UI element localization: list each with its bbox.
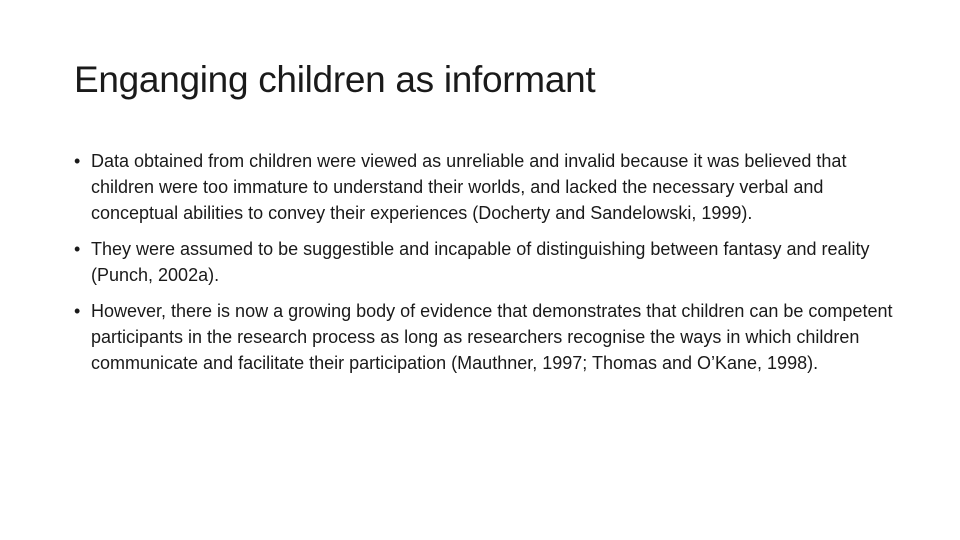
slide-title: Enganging children as informant [74,59,596,100]
bullet-dot-icon: • [74,301,81,321]
bullet-text: They were assumed to be suggestible and incapable of distinguishing between fantasy and reality (Punch, 2002a). [91,239,870,285]
bullet-text: Data obtained from children were viewed as unreliable and invalid because it was believed that children were too immature to understand their worlds, and lacked the necessary verbal and conceptual abilities to convey their experiences (Docherty and Sandelowski, 1999). [91,151,847,223]
bullet-list [74,148,894,386]
bullet-text: However, there is now a growing body of evidence that demonstrates that children can be competent participants in the research process as long as researchers recognise the ways in which children communicate and facilitate their participation (Mauthner, 1997; Thomas and O’Kane, 1998). [91,301,893,373]
bullet-item [74,148,894,226]
bullet-item [74,298,894,376]
bullet-dot-icon: • [74,151,81,171]
bullet-item [74,236,894,288]
bullet-dot-icon: • [74,239,81,259]
